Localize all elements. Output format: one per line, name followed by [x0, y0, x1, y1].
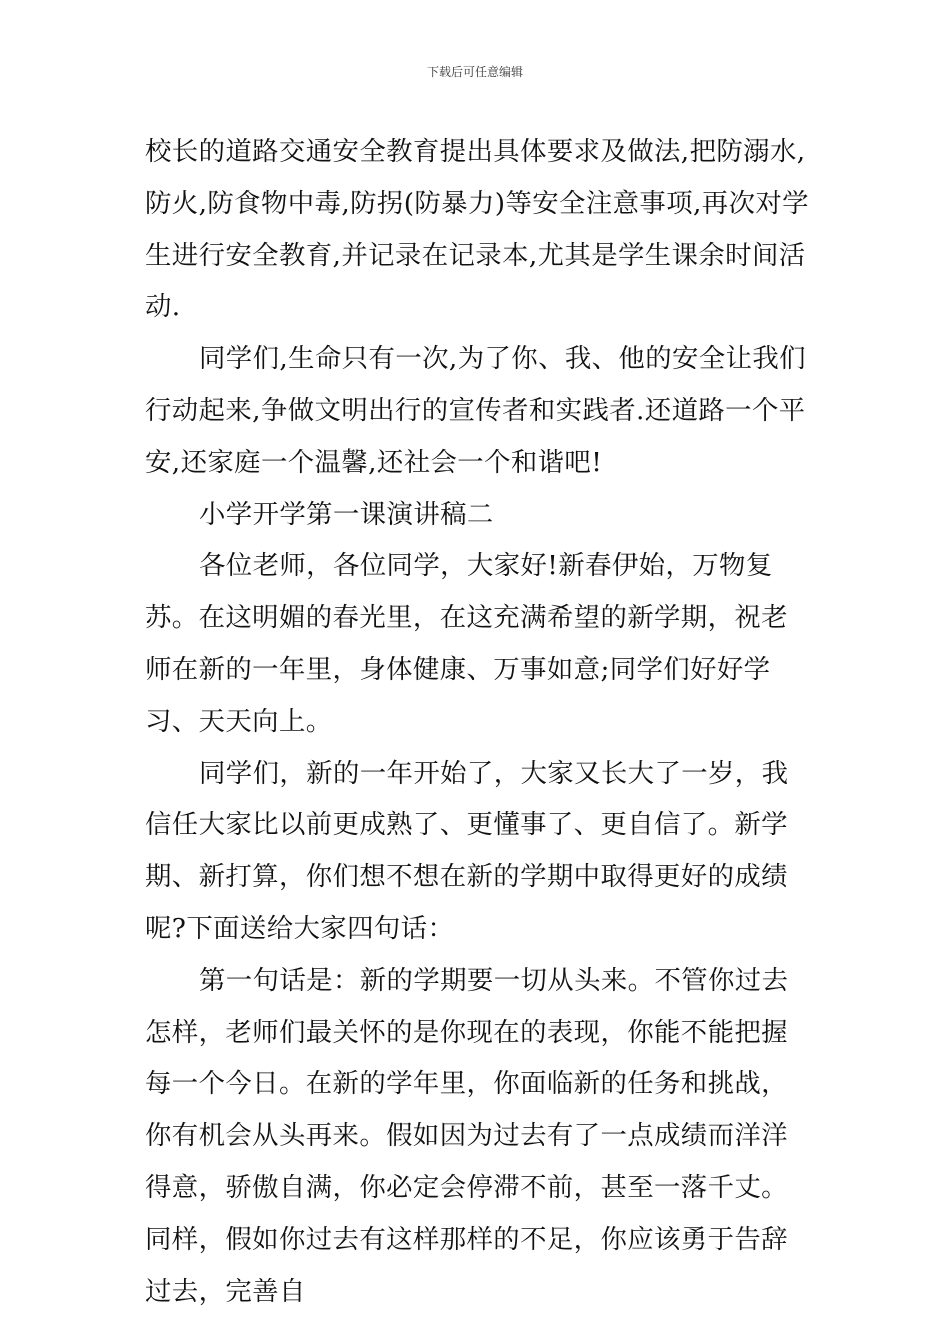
paragraph-new-year: 同学们，新的一年开始了，大家又长大了一岁，我信任大家比以前更成熟了、更懂事了、更自信了。新学期、新打算，你们想不想在新的学期中取得更好的成绩呢?下面送给大家四句话：	[145, 757, 789, 944]
page-header: 下载后可任意编辑	[426, 65, 523, 79]
document-body	[145, 126, 810, 1317]
paragraph-first-sentence: 第一句话是：新的学期要一切从头来。不管你过去怎样，老师们最关怀的是你现在的表现，你能不能把握每一个今日。在新的学年里，你面临新的任务和挑战，你有机会从头再来。假如因为过去有了一点成绩而洋洋得意，骄傲自满，你必定会停滞不前，甚至一落千丈。同样，假如你过去有这样那样的不足，你应该勇于告辞过去，完善自	[145, 964, 789, 1307]
paragraph-life-once: 同学们,生命只有一次,为了你、我、他的安全让我们行动起来,争做文明出行的宣传者和实践者.还道路一个平安,还家庭一个温馨,还社会一个和谐吧!	[145, 343, 806, 478]
paragraph-continuation: 校长的道路交通安全教育提出具体要求及做法,把防溺水,防火,防食物中毒,防拐(防暴力)等安全注意事项,再次对学生进行安全教育,并记录在记录本,尤其是学生课余时间活动.	[145, 136, 809, 323]
section-title: 小学开学第一课演讲稿二	[199, 498, 494, 530]
paragraph-greeting: 各位老师，各位同学，大家好!新春伊始，万物复苏。在这明媚的春光里，在这充满希望的新学期，祝老师在新的一年里，身体健康、万事如意;同学们好好学习、天天向上。	[145, 550, 788, 737]
